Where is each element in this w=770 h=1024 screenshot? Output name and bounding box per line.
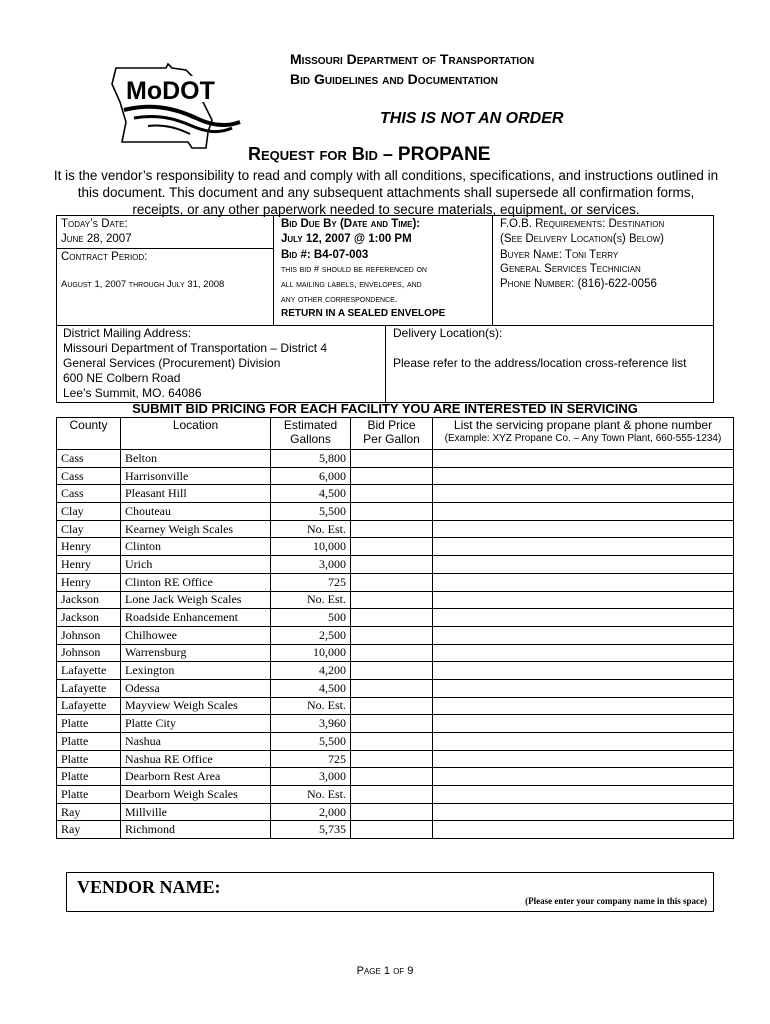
col-gallons-line-2: Gallons <box>290 432 331 446</box>
cell-plant-phone[interactable] <box>433 644 734 662</box>
cell-location: Nashua <box>121 733 271 751</box>
request-for-bid-text: Request for Bid – <box>248 144 393 164</box>
cell-plant-phone[interactable] <box>433 662 734 680</box>
cell-plant-phone[interactable] <box>433 520 734 538</box>
cell-bid-price[interactable] <box>351 768 433 786</box>
request-subject: PROPANE <box>397 144 491 165</box>
cell-county: Platte <box>57 786 121 804</box>
mailing-address-label: District Mailing Address: <box>63 326 192 340</box>
cell-bid-price[interactable] <box>351 520 433 538</box>
table-row <box>57 450 734 468</box>
table-row <box>57 733 734 751</box>
col-location-label: Location <box>172 418 219 432</box>
delivery-location-text: Please refer to the address/location cross-reference list <box>393 356 687 370</box>
cell-gallons: 3,000 <box>271 768 351 786</box>
bid-reference-line-2: all mailing labels, envelopes, and <box>281 279 422 290</box>
page-number: Page 1 of 9 <box>356 965 414 977</box>
cell-bid-price[interactable] <box>351 697 433 715</box>
cell-plant-phone[interactable] <box>433 450 734 468</box>
table-row <box>57 503 734 521</box>
cell-gallons: 725 <box>271 573 351 591</box>
cell-location: Millville <box>121 803 271 821</box>
bid-number: Bid #: B4-07-003 <box>281 249 369 261</box>
table-row <box>57 803 734 821</box>
cell-plant-phone[interactable] <box>433 556 734 574</box>
cell-bid-price[interactable] <box>351 556 433 574</box>
cell-plant-phone[interactable] <box>433 591 734 609</box>
bid-reference-line-3: any other correspondence. <box>281 294 398 305</box>
cell-county: Johnson <box>57 644 121 662</box>
bid-due-value: July 12, 2007 @ 1:00 PM <box>281 233 412 245</box>
cell-county: Platte <box>57 750 121 768</box>
cell-county: Cass <box>57 450 121 468</box>
phone-label: Phone Number: <box>500 278 575 290</box>
cell-location: Belton <box>121 450 271 468</box>
col-county <box>57 418 121 450</box>
cell-plant-phone[interactable] <box>433 768 734 786</box>
cell-gallons: 2,500 <box>271 626 351 644</box>
cell-location: Mayview Weigh Scales <box>121 697 271 715</box>
cell-bid-price[interactable] <box>351 679 433 697</box>
cell-location: Nashua RE Office <box>121 750 271 768</box>
table-row <box>57 520 734 538</box>
cell-bid-price[interactable] <box>351 803 433 821</box>
cell-gallons: No. Est. <box>271 786 351 804</box>
table-row <box>57 573 734 591</box>
mailing-address-line-3: 600 NE Colbern Road <box>63 371 181 385</box>
cell-gallons: 725 <box>271 750 351 768</box>
cell-location: Chilhowee <box>121 626 271 644</box>
cell-gallons: 5,500 <box>271 503 351 521</box>
mailing-address-line-2: General Services (Procurement) Division <box>63 356 281 370</box>
table-row <box>57 821 734 839</box>
buyer-title: General Services Technician <box>500 263 641 275</box>
cell-gallons: 4,200 <box>271 662 351 680</box>
mailing-address-line-4: Lee’s Summit, MO. 64086 <box>63 386 202 400</box>
cell-county: Henry <box>57 538 121 556</box>
cell-plant-phone[interactable] <box>433 803 734 821</box>
cell-bid-price[interactable] <box>351 733 433 751</box>
cell-plant-phone[interactable] <box>433 786 734 804</box>
cell-county: Jackson <box>57 609 121 627</box>
cell-location: Chouteau <box>121 503 271 521</box>
cell-county: Henry <box>57 556 121 574</box>
cell-plant-phone[interactable] <box>433 733 734 751</box>
cell-gallons: 5,800 <box>271 450 351 468</box>
phone-number: (816)-622-0056 <box>577 278 657 290</box>
contract-period-label: Contract Period: <box>61 251 148 263</box>
bid-reference-line-1: this bid # should be referenced on <box>281 264 427 275</box>
cell-county: Lafayette <box>57 679 121 697</box>
buyer-name: Buyer Name: Toni Terry <box>500 249 619 261</box>
request-title <box>248 144 490 166</box>
cell-county: Clay <box>57 503 121 521</box>
cell-location: Pleasant Hill <box>121 485 271 503</box>
cell-bid-price[interactable] <box>351 662 433 680</box>
col-price-line-2: Per Gallon <box>363 432 420 446</box>
col-gallons-line-1: Estimated <box>283 418 338 432</box>
bid-info-box <box>56 215 714 326</box>
sealed-envelope-notice: RETURN IN A SEALED ENVELOPE <box>281 308 446 319</box>
cell-county: Platte <box>57 715 121 733</box>
cell-gallons: No. Est. <box>271 520 351 538</box>
cell-bid-price[interactable] <box>351 573 433 591</box>
cell-plant-phone[interactable] <box>433 538 734 556</box>
contract-period-value: August 1, 2007 through July 31, 2008 <box>61 279 225 290</box>
facility-table <box>56 417 734 839</box>
table-row <box>57 750 734 768</box>
cell-plant-phone[interactable] <box>433 679 734 697</box>
cell-bid-price[interactable] <box>351 821 433 839</box>
table-row <box>57 538 734 556</box>
address-box <box>56 325 714 403</box>
modot-logo <box>108 62 248 154</box>
phone-line <box>500 277 657 292</box>
cell-bid-price[interactable] <box>351 644 433 662</box>
cell-location: Clinton RE Office <box>121 573 271 591</box>
col-gallons <box>271 418 351 450</box>
col-location <box>121 418 271 450</box>
table-row <box>57 697 734 715</box>
cell-plant-phone[interactable] <box>433 609 734 627</box>
cell-location: Platte City <box>121 715 271 733</box>
delivery-location-label: Delivery Location(s): <box>393 326 503 340</box>
cell-location: Lexington <box>121 662 271 680</box>
vendor-name-box[interactable] <box>66 872 714 912</box>
cell-gallons: 4,500 <box>271 679 351 697</box>
col-price-line-1: Bid Price <box>367 418 416 432</box>
cell-location: Urich <box>121 556 271 574</box>
intro-paragraph: It is the vendor’s responsibility to read and comply with all conditions, specifications, and instructions outlined in this document. This document and any subsequent attachments shall supersede all confirmation forms, receipts, or any other paperwork needed to secure materials, equipment, or services. <box>53 168 719 217</box>
cell-bid-price[interactable] <box>351 786 433 804</box>
cell-plant-phone[interactable] <box>433 750 734 768</box>
cell-location: Dearborn Rest Area <box>121 768 271 786</box>
cell-bid-price[interactable] <box>351 626 433 644</box>
cell-county: Cass <box>57 467 121 485</box>
cell-gallons: 4,500 <box>271 485 351 503</box>
cell-bid-price[interactable] <box>351 503 433 521</box>
table-row <box>57 662 734 680</box>
cell-location: Dearborn Weigh Scales <box>121 786 271 804</box>
dept-line-1: Missouri Department of Transportation <box>290 51 535 67</box>
cell-county: Lafayette <box>57 697 121 715</box>
cell-county: Clay <box>57 520 121 538</box>
mailing-address-line-1: Missouri Department of Transportation – District 4 <box>63 341 328 355</box>
fob-note: (See Delivery Location(s) Below) <box>500 233 665 245</box>
cell-bid-price[interactable] <box>351 591 433 609</box>
col-county-label: County <box>69 418 108 432</box>
col-price <box>351 418 433 450</box>
cell-gallons: 2,000 <box>271 803 351 821</box>
cell-gallons: 500 <box>271 609 351 627</box>
fob-requirements: F.O.B. Requirements: Destination <box>500 218 665 230</box>
cell-plant-phone[interactable] <box>433 485 734 503</box>
table-row <box>57 626 734 644</box>
table-row <box>57 609 734 627</box>
cell-gallons: 3,000 <box>271 556 351 574</box>
not-an-order-notice: THIS IS NOT AN ORDER <box>380 110 564 127</box>
cell-county: Platte <box>57 733 121 751</box>
cell-location: Clinton <box>121 538 271 556</box>
cell-location: Kearney Weigh Scales <box>121 520 271 538</box>
vendor-name-label: VENDOR NAME: <box>77 877 221 897</box>
col-plant-example: (Example: XYZ Propane Co. – Any Town Plant, 660-555-1234) <box>444 433 722 444</box>
cell-location: Warrensburg <box>121 644 271 662</box>
cell-county: Jackson <box>57 591 121 609</box>
table-row <box>57 768 734 786</box>
table-row <box>57 715 734 733</box>
table-row <box>57 786 734 804</box>
cell-gallons: 5,735 <box>271 821 351 839</box>
table-row <box>57 591 734 609</box>
cell-plant-phone[interactable] <box>433 697 734 715</box>
cell-location: Odessa <box>121 679 271 697</box>
table-row <box>57 679 734 697</box>
table-header-row <box>57 418 734 450</box>
cell-plant-phone[interactable] <box>433 573 734 591</box>
cell-location: Harrisonville <box>121 467 271 485</box>
cell-gallons: 5,500 <box>271 733 351 751</box>
table-row <box>57 485 734 503</box>
cell-bid-price[interactable] <box>351 609 433 627</box>
bid-due-label: Bid Due By (Date and Time): <box>281 218 421 230</box>
cell-location: Roadside Enhancement <box>121 609 271 627</box>
col-plant-line-1: List the servicing propane plant & phone number <box>453 418 713 432</box>
cell-county: Henry <box>57 573 121 591</box>
cell-county: Platte <box>57 768 121 786</box>
department-title <box>290 49 534 89</box>
cell-location: Richmond <box>121 821 271 839</box>
cell-gallons: 10,000 <box>271 538 351 556</box>
table-row <box>57 467 734 485</box>
cell-plant-phone[interactable] <box>433 821 734 839</box>
dept-line-2: Bid Guidelines and Documentation <box>290 71 498 87</box>
cell-bid-price[interactable] <box>351 485 433 503</box>
cell-plant-phone[interactable] <box>433 626 734 644</box>
cell-county: Ray <box>57 803 121 821</box>
logo-text: MoDOT <box>126 77 215 105</box>
todays-date-value: June 28, 2007 <box>61 233 132 245</box>
cell-gallons: 3,960 <box>271 715 351 733</box>
cell-gallons: 10,000 <box>271 644 351 662</box>
submit-pricing-heading: SUBMIT BID PRICING FOR EACH FACILITY YOU ARE INTERESTED IN SERVICING <box>132 401 638 416</box>
col-plant <box>433 418 734 450</box>
vendor-name-note: (Please enter your company name in this space) <box>525 896 707 906</box>
cell-plant-phone[interactable] <box>433 715 734 733</box>
todays-date-label: Today’s Date: <box>61 218 128 230</box>
cell-bid-price[interactable] <box>351 715 433 733</box>
cell-plant-phone[interactable] <box>433 503 734 521</box>
cell-county: Cass <box>57 485 121 503</box>
cell-county: Lafayette <box>57 662 121 680</box>
cell-county: Johnson <box>57 626 121 644</box>
cell-bid-price[interactable] <box>351 450 433 468</box>
cell-gallons: No. Est. <box>271 591 351 609</box>
cell-county: Ray <box>57 821 121 839</box>
cell-gallons: 6,000 <box>271 467 351 485</box>
cell-plant-phone[interactable] <box>433 467 734 485</box>
cell-bid-price[interactable] <box>351 538 433 556</box>
cell-bid-price[interactable] <box>351 750 433 768</box>
cell-gallons: No. Est. <box>271 697 351 715</box>
cell-bid-price[interactable] <box>351 467 433 485</box>
facility-table-body <box>57 450 734 839</box>
table-row <box>57 556 734 574</box>
table-row <box>57 644 734 662</box>
cell-location: Lone Jack Weigh Scales <box>121 591 271 609</box>
